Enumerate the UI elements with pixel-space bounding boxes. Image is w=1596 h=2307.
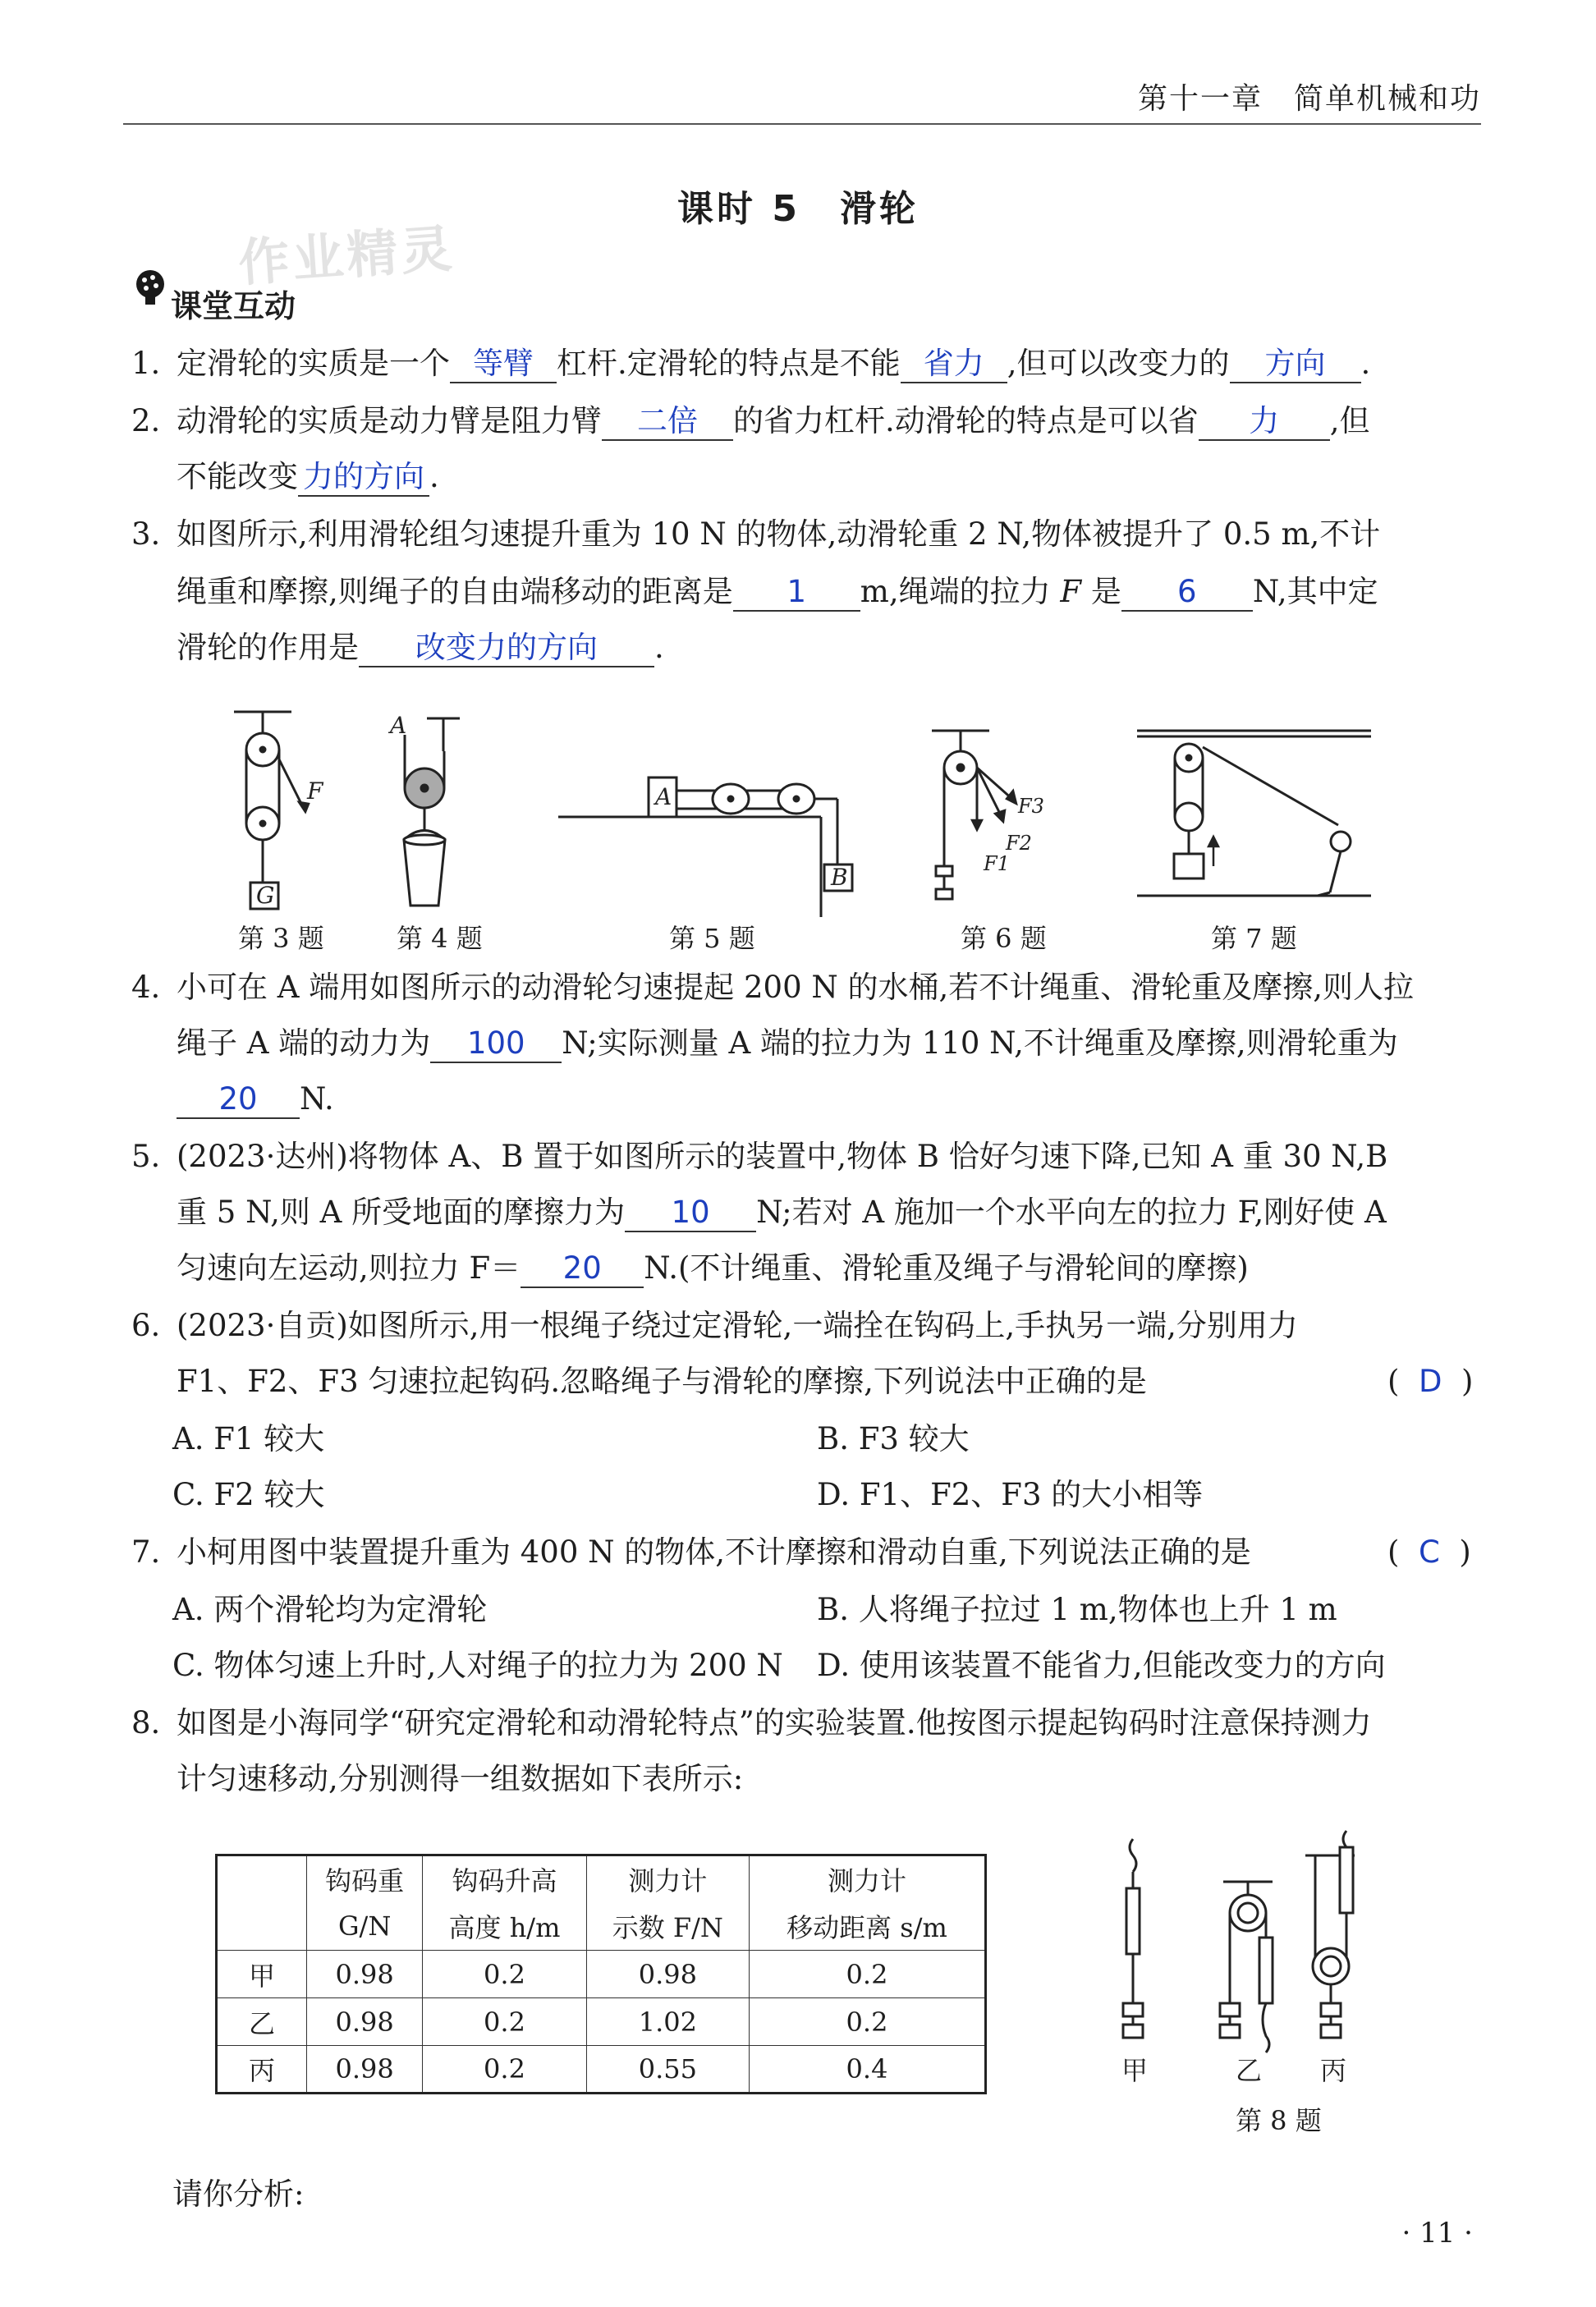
q7-option-c: C. 物体匀速上升时,人对绳子的拉力为 200 N [172, 1648, 783, 1683]
section-bulb-icon [130, 268, 171, 309]
answer-blank: 二倍 [602, 403, 733, 441]
header-divider [123, 123, 1481, 125]
table-header: 测力计 [750, 1855, 986, 1903]
caption-q4: 第 4 题 [397, 923, 483, 954]
answer-blank: 省力 [901, 346, 1007, 383]
caption-q7: 第 7 题 [1211, 923, 1297, 954]
question-3-line2: 绳重和摩擦,则绳子的自由端移动的距离是 1 m,绳端的拉力 F 是 6 N,其中定 [177, 571, 1378, 612]
question-5: 5. (2023·达州)将物体 A、B 置于如图所示的装置中,物体 B 恰好匀速下降,已知 A 重 30 N,B [131, 1139, 1388, 1174]
q7-option-a: A. 两个滑轮均为定滑轮 [172, 1592, 488, 1627]
figure-q8 [1100, 1823, 1461, 2094]
answer-blank: 改变力的方向 [359, 630, 654, 667]
table-header: 测力计 [586, 1855, 749, 1903]
fig8-label-jia: 甲 [1121, 2055, 1149, 2086]
answer-blank: 20 [177, 1081, 300, 1119]
question-8: 8. 如图是小海同学“研究定滑轮和动滑轮特点”的实验装置.他按图示提起钩码时注意保持测力 [131, 1705, 1372, 1741]
question-4: 4. 小可在 A 端用如图所示的动滑轮匀速提起 200 N 的水桶,若不计绳重、滑轮重及摩擦,则人拉 [131, 970, 1415, 1005]
table-header-unit: G/N [307, 1903, 423, 1951]
fig8-label-yi: 乙 [1236, 2055, 1263, 2086]
caption-q8: 第 8 题 [1236, 2105, 1322, 2136]
question-4-line2: 绳子 A 端的动力为 100 N;实际测量 A 端的拉力为 110 N,不计绳重及摩擦,则滑轮重为 [177, 1023, 1398, 1064]
question-6-line2: F1、F2、F3 匀速拉起钩码.忽略绳子与滑轮的摩擦,下列说法中正确的是 [177, 1364, 1147, 1399]
fig3-label-F: F [307, 777, 323, 805]
q6-option-a: A. F1 较大 [172, 1421, 325, 1456]
question-3-line3: 滑轮的作用是 改变力的方向 . [177, 627, 664, 668]
figures-q3-q7 [213, 702, 1396, 924]
q7-option-b: B. 人将绳子拉过 1 m,物体也上升 1 m [817, 1592, 1337, 1627]
fig6-label-F2: F2 [1006, 832, 1032, 855]
question-5-line2: 重 5 N,则 A 所受地面的摩擦力为 10 N;若对 A 施加一个水平向左的拉力 F,刚好使 A [177, 1192, 1387, 1233]
answer-blank: 等臂 [450, 346, 557, 383]
section-title: 课堂互动 [171, 288, 296, 324]
chapter-header: 第十一章 简单机械和功 [1137, 82, 1481, 116]
answer-blank: 10 [625, 1195, 756, 1232]
fig3-label-G: G [256, 882, 275, 909]
question-8-line2: 计匀速移动,分别测得一组数据如下表所示: [177, 1761, 744, 1796]
table-header-unit: 移动距离 s/m [750, 1903, 986, 1951]
fig4-label-A: A [390, 712, 407, 739]
question-6: 6. (2023·自贡)如图所示,用一根绳子绕过定滑轮,一端拴在钩码上,手执另一端,分别用力 [131, 1308, 1298, 1343]
question-7: 7. 小柯用图中装置提升重为 400 N 的物体,不计摩擦和滑动自重,下列说法正确的是 [131, 1534, 1251, 1570]
fig6-label-F1: F1 [984, 852, 1010, 875]
q7-option-d: D. 使用该装置不能省力,但能改变力的方向 [817, 1648, 1386, 1683]
answer-blank: 力的方向 [298, 459, 429, 497]
question-6-answer: ( D ) [1387, 1364, 1474, 1399]
table-header: 钩码重 [307, 1855, 423, 1903]
question-7-answer: ( C ) [1387, 1534, 1471, 1570]
caption-q3: 第 3 题 [238, 923, 324, 954]
analysis-prompt: 请你分析: [172, 2176, 305, 2212]
table-header-unit: 高度 h/m [423, 1903, 586, 1951]
table-header-row [217, 1855, 986, 1903]
q6-option-c: C. F2 较大 [172, 1477, 325, 1512]
answer-blank: 100 [430, 1025, 562, 1063]
question-5-line3: 匀速向左运动,则拉力 F＝ 20 N.(不计绳重、滑轮重及绳子与滑轮间的摩擦) [177, 1248, 1249, 1289]
fig5-label-B: B [831, 864, 848, 891]
answer-blank: 力 [1199, 403, 1330, 441]
data-table [215, 1854, 987, 2094]
table-header-unit: 示数 F/N [586, 1903, 749, 1951]
q6-option-d: D. F1、F2、F3 的大小相等 [817, 1477, 1204, 1512]
question-1: 1. 定滑轮的实质是一个 等臂 杠杆.定滑轮的特点是不能 省力 ,但可以改变力的 方向 . [131, 343, 1370, 384]
answer-blank: 20 [521, 1250, 644, 1288]
question-2-cont: 不能改变 力的方向 . [177, 456, 439, 498]
fig8-label-bing: 丙 [1320, 2055, 1347, 2086]
answer-blank: 1 [733, 574, 860, 612]
caption-q5: 第 5 题 [669, 923, 755, 954]
answer-blank: 方向 [1230, 346, 1361, 383]
table-header: 钩码升高 [423, 1855, 586, 1903]
table-header-row-2 [217, 1903, 986, 1951]
q6-option-b: B. F3 较大 [817, 1421, 970, 1456]
table-corner [217, 1855, 307, 1951]
caption-q6: 第 6 题 [961, 923, 1047, 954]
question-4-line3: 20 N. [177, 1079, 334, 1120]
lesson-title: 课时 5 滑轮 [677, 188, 919, 230]
answer-blank: 6 [1121, 574, 1253, 612]
watermark: 作业精灵 [236, 218, 457, 294]
fig5-label-A: A [655, 783, 672, 810]
table-row: 丙 0.98 0.2 0.55 0.4 [217, 2046, 986, 2094]
table-row: 乙 0.98 0.2 1.02 0.2 [217, 1998, 986, 2046]
question-3: 3. 如图所示,利用滑轮组匀速提升重为 10 N 的物体,动滑轮重 2 N,物体被提升了 0.5 m,不计 [131, 516, 1381, 552]
page-number: · 11 · [1401, 2217, 1473, 2250]
fig6-label-F3: F3 [1018, 795, 1044, 818]
question-2: 2. 动滑轮的实质是动力臂是阻力臂 二倍 的省力杠杆.动滑轮的特点是可以省 力 ,但 [131, 401, 1370, 442]
table-row: 甲 0.98 0.2 0.98 0.2 [217, 1951, 986, 1998]
